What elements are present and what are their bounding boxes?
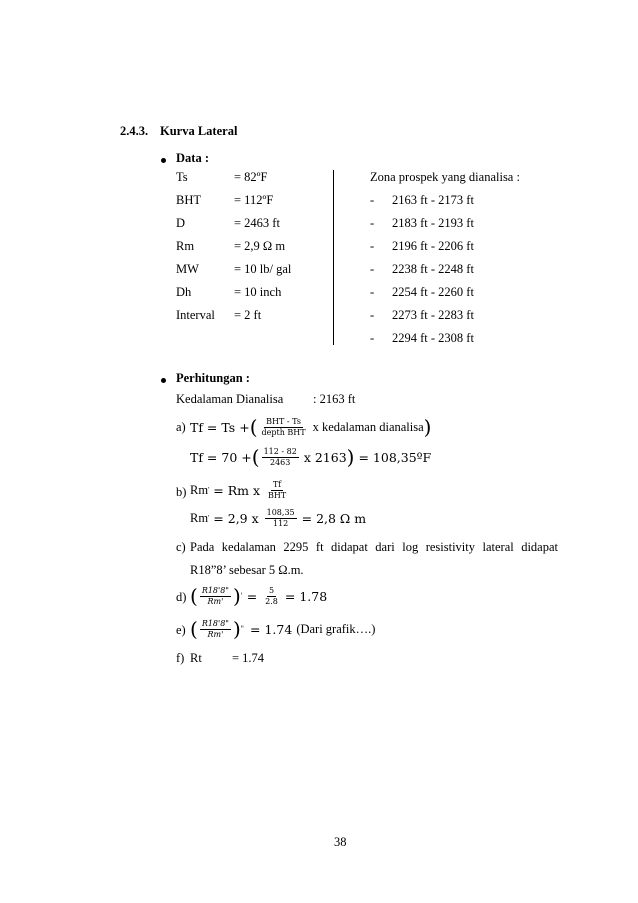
data-label: BHT (176, 193, 201, 207)
formula-lhs: Tf = Ts + (190, 419, 250, 435)
section-number: 2.4.3. (120, 124, 149, 138)
fraction-numerator: R18'8" (201, 618, 229, 628)
zona-dash: - (370, 308, 375, 322)
data-value: = 82ºF (234, 170, 268, 184)
formula-ratio (190, 579, 327, 613)
data-value: = 2 ft (234, 308, 262, 322)
fraction (260, 418, 308, 437)
formula-rest: x kedalaman dianalisa (312, 419, 424, 434)
fraction-denominator: Rm' (207, 629, 224, 639)
paren-open: ( (190, 584, 198, 608)
bullet-icon (161, 158, 166, 163)
formula-lhs: Rm (190, 482, 209, 497)
fraction (265, 509, 297, 528)
formula-result: = 1.74 (250, 621, 293, 637)
data-value: = 2,9 Ω m (234, 239, 286, 253)
item-marker: e) (176, 623, 186, 637)
formula-eq: = (242, 588, 262, 604)
prime-mark: ' (208, 486, 210, 494)
zona-range: 2273 ft - 2283 ft (392, 308, 474, 322)
data-value: = 2463 ft (234, 216, 280, 230)
item-marker: a) (176, 420, 186, 434)
fraction-numerator: R18'8" (201, 585, 229, 595)
formula-rm (190, 475, 290, 505)
kedalaman-label: Kedalaman Dianalisa (176, 392, 284, 406)
fraction (200, 620, 231, 639)
formula-tf-calc (190, 440, 431, 474)
fraction-numerator: 108,35 (266, 507, 295, 517)
zona-range: 2254 ft - 2260 ft (392, 285, 474, 299)
formula-lhs: Tf = 70 + (190, 449, 252, 465)
zona-dash: - (370, 239, 375, 253)
zona-range: 2183 ft - 2193 ft (392, 216, 474, 230)
item-marker: c) (176, 540, 186, 554)
data-label: Rm (176, 239, 195, 253)
paren-close: ) (232, 584, 241, 608)
formula-eq: = 2,9 x (209, 510, 263, 526)
zona-dash: - (370, 331, 375, 345)
formula-ratio-graph (190, 612, 375, 646)
data-label: Interval (176, 308, 215, 322)
fraction-numerator: BHT - Ts (266, 416, 301, 426)
data-value: = 10 lb/ gal (234, 262, 292, 276)
column-divider (333, 170, 334, 345)
zona-dash: - (370, 262, 375, 276)
zona-title: Zona prospek yang dianalisa : (370, 170, 520, 184)
zona-dash: - (370, 216, 375, 230)
fraction-numerator: 112 - 82 (263, 446, 297, 456)
prime-mark: ' (208, 514, 210, 522)
formula-lhs: Rm (190, 510, 209, 525)
item-marker: b) (176, 485, 187, 499)
item-marker: f) (176, 651, 185, 665)
zona-range: 2196 ft - 2206 ft (392, 239, 474, 253)
formula-mid: x 2163 (303, 449, 347, 465)
data-label: Dh (176, 285, 192, 299)
data-value: = 112ºF (234, 193, 274, 207)
paren-close: ) (423, 415, 432, 439)
fraction (262, 448, 299, 467)
fraction-denominator: 2463 (270, 457, 291, 467)
perhitungan-heading: Perhitungan : (176, 371, 250, 385)
fraction (263, 587, 280, 606)
kedalaman-value: : 2163 ft (313, 392, 356, 406)
fraction-denominator: BHT (268, 490, 287, 500)
formula-result: = 1.78 (284, 588, 328, 604)
data-heading: Data : (176, 151, 209, 165)
zona-dash: - (370, 193, 375, 207)
zona-range: 2294 ft - 2308 ft (392, 331, 474, 345)
fraction-denominator: depth BHT (261, 427, 306, 437)
data-value: = 10 inch (234, 285, 282, 299)
data-label: MW (176, 262, 199, 276)
paragraph-line: R18”8’ sebesar 5 Ω.m. (190, 563, 304, 577)
formula-eq: = Rm x (209, 482, 265, 498)
zona-dash: - (370, 285, 375, 299)
formula-tf (190, 410, 431, 444)
fraction-denominator: 112 (272, 518, 289, 528)
formula-result: = 108,35ºF (358, 449, 432, 465)
section-title: Kurva Lateral (160, 124, 238, 138)
rt-label: Rt (190, 651, 202, 665)
data-label: Ts (176, 170, 188, 184)
paragraph-line: Pada kedalaman 2295 ft didapat dari log resistivity lateral didapat (190, 540, 558, 554)
fraction (200, 587, 231, 606)
paren-close: ) (232, 617, 241, 641)
zona-range: 2163 ft - 2173 ft (392, 193, 474, 207)
formula-note: (Dari grafik….) (296, 621, 376, 636)
formula-result: = 2,8 Ω m (301, 510, 367, 526)
fraction-denominator: 2.8 (265, 596, 278, 606)
bullet-icon (161, 378, 166, 383)
data-label: D (176, 216, 186, 230)
paren-close: ) (346, 445, 355, 469)
zona-range: 2238 ft - 2248 ft (392, 262, 474, 276)
paren-open: ( (249, 415, 258, 439)
prime-mark: " (240, 625, 245, 633)
page-number: 38 (334, 835, 347, 849)
rt-value: = 1.74 (232, 651, 265, 665)
prime-mark: ' (240, 592, 243, 600)
paren-open: ( (251, 445, 260, 469)
fraction-denominator: Rm' (207, 596, 224, 606)
fraction (266, 481, 288, 500)
item-marker: d) (176, 590, 187, 604)
formula-rm-calc (190, 503, 366, 533)
fraction-numerator: Tf (272, 479, 282, 489)
fraction-numerator: 5 (268, 585, 275, 595)
paren-open: ( (190, 617, 198, 641)
